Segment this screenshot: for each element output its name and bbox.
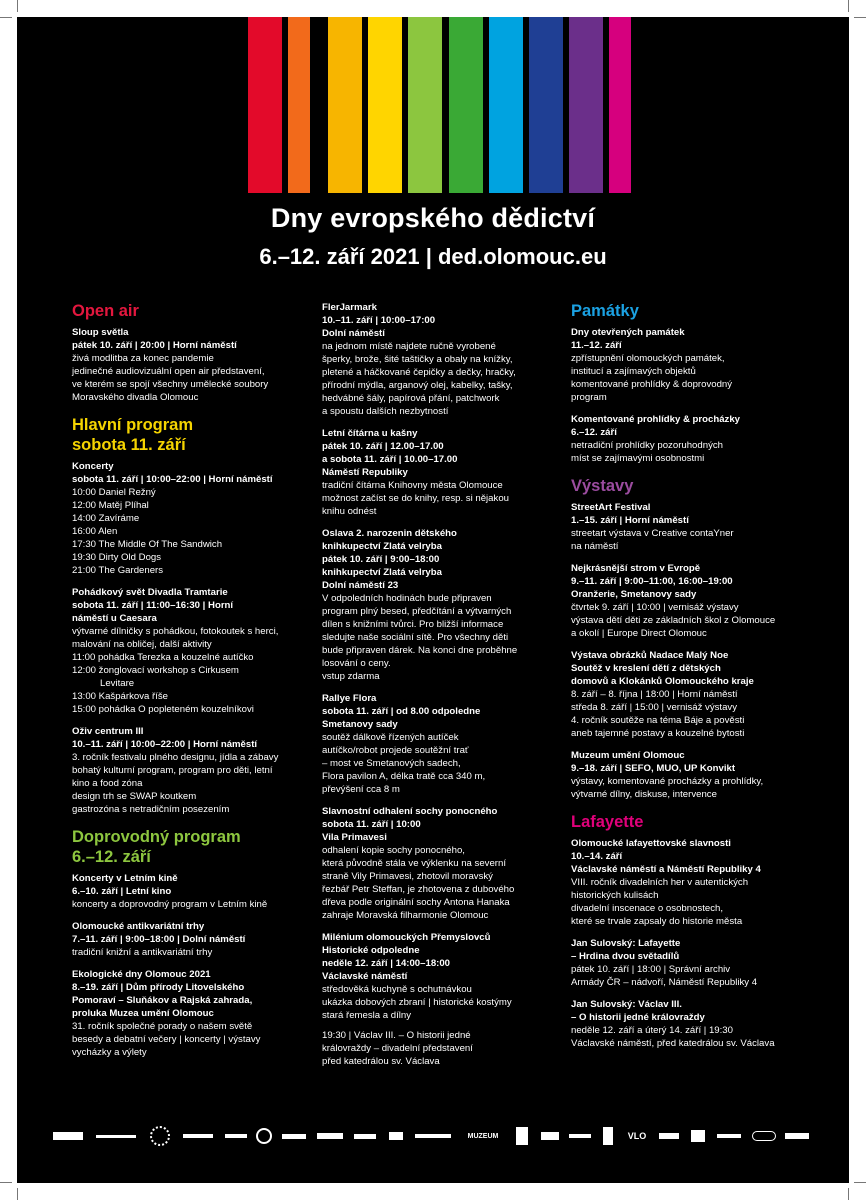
- partner-logos: [53, 1121, 813, 1151]
- event-description: 19:30 | Václav III. – O historii jedné: [322, 1030, 471, 1041]
- partner-logo: [689, 1121, 707, 1151]
- partner-logo: [783, 1121, 811, 1151]
- rainbow-bar: [368, 17, 402, 193]
- event-title: Koncerty: [72, 461, 114, 472]
- section-heading-hlavni: [72, 415, 312, 455]
- partner-logo: [279, 1121, 309, 1151]
- event-description: kino a food zóna: [72, 778, 143, 789]
- event-date-place: 9.–11. září | 9:00–11:00, 16:00–19:00: [571, 576, 733, 587]
- rainbow-bar: [248, 17, 282, 193]
- event-description: Václavské náměstí, před katedrálou sv. Václava: [571, 1038, 775, 1049]
- event-date-place: 1.–15. září | Horní náměstí: [571, 515, 689, 526]
- event-title: Jan Sulovský: Lafayette: [571, 938, 681, 949]
- event-description: a spoustu dalších nezbytností: [322, 406, 449, 417]
- events-vystavy: [571, 501, 807, 801]
- event-description: výtvarné dílny, diskuse, intervence: [571, 789, 717, 800]
- events-pamatky: [571, 326, 807, 465]
- event-date-place: knihkupectví Zlatá velryba: [322, 541, 442, 552]
- event-date-place: neděle 12. září | 14:00–18:00: [322, 958, 451, 969]
- event-date-place: pátek 10. září | 20:00 | Horní náměstí: [72, 340, 237, 351]
- event-description: výstavy, komentované procházky a prohlídky,: [571, 776, 764, 787]
- column-middle: [322, 301, 560, 1077]
- event-description: hedvábné šály, papírová přání, patchwork: [322, 393, 500, 404]
- rainbow-bar: [408, 17, 442, 193]
- event-description: řezbář Petr Steffan, je zhotovena z dubového: [322, 884, 515, 895]
- crop-mark: [17, 1188, 18, 1200]
- rainbow-bar: [328, 17, 362, 193]
- event-description: – most ve Smetanových sadech,: [322, 758, 461, 769]
- event-date-place: Smetanovy sady: [322, 719, 398, 730]
- event-title: Koncerty v Letním kině: [72, 873, 178, 884]
- event-description: živá modlitba za konec pandemie: [72, 353, 214, 364]
- events-middle: [322, 301, 560, 1068]
- event-title: Milénium olomouckých Přemyslovců: [322, 932, 491, 943]
- event-description: knihu odnést: [322, 506, 377, 517]
- crop-mark: [17, 0, 18, 12]
- partner-logo: [53, 1121, 83, 1151]
- event-description: 17:30 The Middle Of The Sandwich: [72, 539, 223, 550]
- event-date-place: – O historii jedné královraždy: [571, 1012, 705, 1023]
- event-description: tradiční knižní a antikvariátní trhy: [72, 947, 213, 958]
- event-item: [72, 326, 312, 404]
- event-item: [322, 301, 560, 418]
- event-description: sledujte naše sociální sítě. Pro všechny děti: [322, 632, 509, 643]
- event-date-place: 6.–12. září: [571, 427, 617, 438]
- event-description: 11:00 pohádka Terezka a kouzelné autíčko: [72, 652, 254, 663]
- event-description: bude připraven dárek. Na konci dne proběhne: [322, 645, 518, 656]
- event-description: VIII. ročník divadelních her v autentických: [571, 877, 749, 888]
- event-description: bohatý kulturní program, program pro děti, letní: [72, 765, 273, 776]
- event-description: míst se zajímavými osobnostmi: [571, 453, 705, 464]
- event-item: [72, 872, 312, 911]
- partner-logo: [657, 1121, 681, 1151]
- partner-logo-vlo: VLO: [627, 1131, 647, 1141]
- event-title: Jan Sulovský: Václav III.: [571, 999, 682, 1010]
- event-date-place: Pomoraví – Sluňákov a Rajská zahrada,: [72, 995, 253, 1006]
- event-description: vycházky a výlety: [72, 1047, 147, 1058]
- event-title: Slavnostní odhalení sochy ponocného: [322, 806, 498, 817]
- event-description: Levitare: [100, 678, 135, 689]
- poster: [17, 17, 849, 1183]
- event-description: tradiční čítárna Knihovny města Olomouce: [322, 480, 503, 491]
- section-heading-hlavni-line1: Hlavní program: [72, 416, 194, 434]
- event-description: výtvarné dílničky s pohádkou, fotokoutek s herci,: [72, 626, 279, 637]
- event-description: Flora pavilon A, délka tratě cca 340 m,: [322, 771, 486, 782]
- partner-logo: [149, 1121, 171, 1151]
- event-description: program plný besed, předčítání a výtvarných: [322, 606, 512, 617]
- event-item: [571, 998, 807, 1050]
- partner-logo: [351, 1121, 379, 1151]
- event-item: [571, 837, 807, 928]
- rainbow-bar: [489, 17, 523, 193]
- partner-logo: [413, 1121, 453, 1151]
- partner-logo: [601, 1121, 615, 1151]
- event-date-place: pátek 10. září | 12.00–17.00: [322, 441, 444, 452]
- event-description: převýšení cca 8 m: [322, 784, 400, 795]
- partner-logo: [513, 1121, 531, 1151]
- event-description: které se trvale zapsaly do historie města: [571, 916, 743, 927]
- event-description: 4. ročník soutěže na téma Báje a pověsti: [571, 715, 745, 726]
- event-description: královraždy – divadelní představení: [322, 1043, 473, 1054]
- event-date-place: 8.–19. září | Dům přírody Litovelského: [72, 982, 245, 993]
- section-heading-open-air: Open air: [72, 302, 139, 320]
- event-title: Výstava obrázků Nadace Malý Noe: [571, 650, 729, 661]
- event-title: Dny otevřených památek: [571, 327, 685, 338]
- event-date-place: Oranžerie, Smetanovy sady: [571, 589, 697, 600]
- event-description: divadelní inscenace o osobnostech,: [571, 903, 724, 914]
- event-description: program: [571, 392, 607, 403]
- event-description: 15:00 pohádka O popleteném kouzelníkovi: [72, 704, 254, 715]
- section-heading-doprovodny-line2: 6.–12. září: [72, 848, 151, 866]
- event-description: 3. ročník festivalu plného designu, jídla a zábavy: [72, 752, 279, 763]
- event-item: [571, 649, 807, 740]
- column-right: [571, 301, 807, 1059]
- partner-logo: [387, 1121, 405, 1151]
- event-description: ve kterém se spojí všechny umělecké soubory: [72, 379, 269, 390]
- event-title: Olomoucké lafayettovské slavnosti: [571, 838, 731, 849]
- crop-mark: [854, 17, 866, 18]
- event-description: straně Vily Primavesi, zhotovil moravský: [322, 871, 493, 882]
- crop-mark: [848, 0, 849, 12]
- event-description: design trh se SWAP koutkem: [72, 791, 197, 802]
- event-date-place: domovů a Klokánků Olomouckého kraje: [571, 676, 754, 687]
- event-description: soutěž dálkově řízených autíček: [322, 732, 459, 743]
- event-item: [571, 501, 807, 553]
- event-date-place: 9.–18. září | SEFO, MUO, UP Konvikt: [571, 763, 736, 774]
- crop-mark: [0, 1182, 12, 1183]
- event-date-place: pátek 10. září | 9:00–18:00: [322, 554, 440, 565]
- event-description: přírodní mýdla, arganový olej, kabelky, tašky,: [322, 380, 513, 391]
- event-description: 16:00 Alen: [72, 526, 118, 537]
- event-description: na náměstí: [571, 541, 619, 552]
- partner-logo: [715, 1121, 743, 1151]
- rainbow-bar: [569, 17, 603, 193]
- event-title: Ekologické dny Olomouc 2021: [72, 969, 211, 980]
- rainbow-bar: [449, 17, 483, 193]
- section-heading-doprovodny-line1: Doprovodný program: [72, 828, 241, 846]
- event-date-place: Náměstí Republiky: [322, 467, 408, 478]
- event-description: institucí a zajímavých objektů: [571, 366, 696, 377]
- event-description: na jednom místě najdete ručně vyrobené: [322, 341, 496, 352]
- event-description: ukázka dobových zbraní | historické kostýmy: [322, 997, 512, 1008]
- event-description: komentované prohlídky & doprovodný: [571, 379, 733, 390]
- event-description: možnost začíst se do knihy, resp. si nějakou: [322, 493, 509, 504]
- event-description: vstup zdarma: [322, 671, 380, 682]
- page-subtitle: 6.–12. září 2021 | ded.olomouc.eu: [259, 244, 607, 269]
- event-description: Moravského divadla Olomouc: [72, 392, 199, 403]
- event-description: losování o ceny.: [322, 658, 391, 669]
- event-description: neděle 12. září a úterý 14. září | 19:30: [571, 1025, 733, 1036]
- event-item: [72, 920, 312, 959]
- event-description: středa 8. září | 15:00 | vernisáž výstavy: [571, 702, 738, 713]
- event-description: pátek 10. září | 18:00 | Správní archiv: [571, 964, 731, 975]
- event-item: [72, 968, 312, 1059]
- events-doprovodny: [72, 872, 312, 1059]
- event-date-place: sobota 11. září | od 8.00 odpoledne: [322, 706, 481, 717]
- event-description: historických kulisách: [571, 890, 659, 901]
- section-heading-vystavy: Výstavy: [571, 477, 634, 495]
- event-description: gastrozóna s netradičním posezením: [72, 804, 230, 815]
- event-date-place: sobota 11. září | 11:00–16:30 | Horní: [72, 600, 234, 611]
- partner-logo: [223, 1121, 249, 1151]
- event-description: 21:00 The Gardeners: [72, 565, 164, 576]
- rainbow-bar: [288, 17, 310, 193]
- event-item: [322, 527, 560, 683]
- partner-logo: [315, 1121, 345, 1151]
- event-description: aneb tajemné postavy a kouzelné bytosti: [571, 728, 745, 739]
- event-title: Nejkrásnější strom v Evropě: [571, 563, 701, 574]
- event-description: dřeva podle originální sochy Antona Hanaka: [322, 897, 510, 908]
- crop-mark: [848, 1188, 849, 1200]
- event-title: Sloup světla: [72, 327, 129, 338]
- event-description: 8. září – 8. října | 18:00 | Horní náměstí: [571, 689, 738, 700]
- section-heading-lafayette: Lafayette: [571, 813, 644, 831]
- event-date-place: 10.–11. září | 10:00–22:00 | Horní náměstí: [72, 739, 258, 750]
- event-description: a okolí | Europe Direct Olomouc: [571, 628, 707, 639]
- event-item: [322, 692, 560, 796]
- event-description: koncerty a doprovodný program v Letním kině: [72, 899, 268, 910]
- event-date-place: proluka Muzea umění Olomouc: [72, 1008, 214, 1019]
- event-item: [322, 427, 560, 518]
- event-title: Oživ centrum III: [72, 726, 144, 737]
- event-item: [322, 931, 560, 1068]
- event-date-place: 7.–11. září | 9:00–18:00 | Dolní náměstí: [72, 934, 246, 945]
- event-item: [72, 586, 312, 716]
- column-left: [72, 301, 312, 1068]
- events-hlavni: [72, 460, 312, 816]
- event-date-place: Vila Primavesi: [322, 832, 387, 843]
- event-description: 12:00 Matěj Plíhal: [72, 500, 149, 511]
- event-description: dílen s knižními tvůrci. Pro bližší informace: [322, 619, 504, 630]
- event-description: před katedrálou sv. Václava: [322, 1056, 440, 1067]
- event-description: středověká kuchyně s ochutnávkou: [322, 984, 472, 995]
- event-date-place: Václavské náměstí: [322, 971, 408, 982]
- event-description: V odpoledních hodinách bude připraven: [322, 593, 492, 604]
- event-date-place: – Hrdina dvou světadílů: [571, 951, 680, 962]
- event-description: streetart výstava v Creative contaYner: [571, 528, 734, 539]
- event-title: Oslava 2. narozenin dětského: [322, 528, 457, 539]
- event-item: [571, 937, 807, 989]
- event-date-place: Dolní náměstí 23: [322, 580, 399, 591]
- event-description: zpřístupnění olomouckých památek,: [571, 353, 725, 364]
- crop-mark: [0, 17, 12, 18]
- event-item: [322, 805, 560, 922]
- event-item: [571, 562, 807, 640]
- event-item: [72, 460, 312, 577]
- partner-logo: [256, 1121, 272, 1151]
- event-date-place: Soutěž v kreslení dětí z dětských: [571, 663, 721, 674]
- event-description: autíčko/robot projede soutěžní trať: [322, 745, 469, 756]
- event-date-place: náměstí u Caesara: [72, 613, 157, 624]
- page-title: Dny evropského dědictví: [270, 203, 596, 233]
- event-date-place: 11.–12. září: [571, 340, 622, 351]
- event-date-place: Historické odpoledne: [322, 945, 420, 956]
- partner-logo-muzeum: MUZEUM: [467, 1132, 499, 1140]
- event-date-place: 10.–14. září: [571, 851, 623, 862]
- event-title: Muzeum umění Olomouc: [571, 750, 685, 761]
- event-description: 13:00 Kašpárkova říše: [72, 691, 168, 702]
- event-date-place: 6.–10. září | Letní kino: [72, 886, 172, 897]
- event-title: Olomoucké antikvariátní trhy: [72, 921, 205, 932]
- section-heading-pamatky: Památky: [571, 302, 639, 320]
- event-description: zahraje Moravská filharmonie Olomouc: [322, 910, 489, 921]
- event-description: 10:00 Daniel Režný: [72, 487, 156, 498]
- event-date-place: knihkupectví Zlatá velryba: [322, 567, 442, 578]
- crop-mark: [854, 1182, 866, 1183]
- section-heading-doprovodny: [72, 827, 312, 867]
- event-description: netradiční prohlídky pozoruhodných: [571, 440, 723, 451]
- event-description: besedy a debatní večery | koncerty | výstavy: [72, 1034, 261, 1045]
- event-title: FlerJarmark: [322, 302, 377, 313]
- event-date-place: sobota 11. září | 10:00: [322, 819, 421, 830]
- events-lafayette: [571, 837, 807, 1050]
- event-date-place: sobota 11. září | 10:00–22:00 | Horní náměstí: [72, 474, 273, 485]
- rainbow-bar: [529, 17, 563, 193]
- event-item: [571, 326, 807, 404]
- event-description: stará řemesla a dílny: [322, 1010, 412, 1021]
- event-title: Rallye Flora: [322, 693, 377, 704]
- event-description: pletené a háčkované čepičky a dečky, hračky,: [322, 367, 516, 378]
- partner-logo: [93, 1121, 139, 1151]
- event-description: 14:00 Zavíráme: [72, 513, 140, 524]
- event-date-place: a sobota 11. září | 10.00–17.00: [322, 454, 458, 465]
- event-description: odhalení kopie sochy ponocného,: [322, 845, 465, 856]
- event-description: čtvrtek 9. září | 10:00 | vernisáž výstavy: [571, 602, 739, 613]
- event-description: Armády ČR – nádvoří, Náměstí Republiky 4: [571, 977, 758, 988]
- event-item: [571, 413, 807, 465]
- event-title: Pohádkový svět Divadla Tramtarie: [72, 587, 228, 598]
- events-open-air: [72, 326, 312, 404]
- event-description: 12:00 žonglovací workshop s Cirkusem: [72, 665, 239, 676]
- event-date-place: 10.–11. září | 10:00–17:00: [322, 315, 436, 326]
- rainbow-bar: [609, 17, 631, 193]
- event-item: [72, 725, 312, 816]
- section-heading-hlavni-line2: sobota 11. září: [72, 436, 186, 454]
- event-title: StreetArt Festival: [571, 502, 651, 513]
- partner-logo: [567, 1121, 593, 1151]
- event-description: 19:30 Dirty Old Dogs: [72, 552, 162, 563]
- event-item: [571, 749, 807, 801]
- event-description: malování na obličej, další aktivity: [72, 639, 212, 650]
- event-description: která původně stála ve výklenku na severní: [322, 858, 506, 869]
- partner-logo: [539, 1121, 561, 1151]
- event-date-place: Václavské náměstí a Náměstí Republiky 4: [571, 864, 761, 875]
- event-title: Letní čítárna u kašny: [322, 428, 418, 439]
- event-description: jedinečné audiovizuální open air představení,: [72, 366, 265, 377]
- event-description: 31. ročník společné porady o našem světě: [72, 1021, 253, 1032]
- event-description: výstava dětí děti ze základních škol z Olomouce: [571, 615, 776, 626]
- event-date-place: Dolní náměstí: [322, 328, 385, 339]
- event-description: šperky, brože, šité taštičky a obaly na knížky,: [322, 354, 513, 365]
- partner-logo: [751, 1121, 777, 1151]
- partner-logo: [181, 1121, 215, 1151]
- event-title: Komentované prohlídky & procházky: [571, 414, 740, 425]
